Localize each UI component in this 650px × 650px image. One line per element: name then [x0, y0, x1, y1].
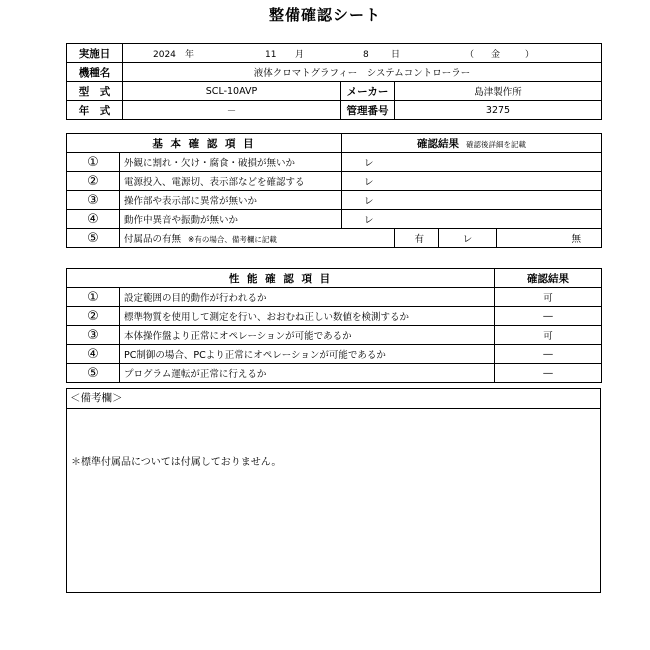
perf-header-row: [67, 269, 602, 288]
perf-row-result: 可: [495, 288, 602, 307]
type-label: 型 式: [67, 82, 123, 101]
date-row: [67, 44, 602, 63]
date-label: 実施日: [67, 44, 123, 63]
model-row: [67, 63, 602, 82]
basic-header-row: [67, 134, 602, 153]
date-day: 8: [363, 49, 369, 60]
mgmt-label: 管理番号: [341, 101, 395, 120]
maker-label: メーカー: [341, 82, 395, 101]
date-month-unit: 月: [295, 49, 305, 60]
perf-row-num: ①: [67, 288, 120, 307]
basic-row-note: ※有の場合、備考欄に記載: [188, 235, 277, 244]
mgmt-value: 3275: [395, 101, 602, 120]
perf-row-num: ④: [67, 345, 120, 364]
type-row: [67, 82, 602, 101]
date-month: 11: [265, 49, 277, 60]
basic-check-table: [66, 133, 602, 248]
perf-row-text: 本体操作盤より正常にオペレーションが可能であるか: [120, 326, 495, 345]
basic-header-result-note: 確認後詳細を記載: [466, 139, 527, 149]
year-row: [67, 101, 602, 120]
perf-row-text: プログラム運転が正常に行えるか: [120, 364, 495, 383]
notes-text: ＊標準付属品については付属しておりません。: [71, 457, 282, 468]
model-name-value: 液体クロマトグラフィー システムコントローラー: [123, 63, 602, 82]
basic-row-text: 動作中異音や振動が無いか: [120, 210, 342, 229]
perf-row-result: ―: [495, 345, 602, 364]
basic-row: [67, 210, 602, 229]
perf-row-text: 設定範囲の目的動作が行われるか: [120, 288, 495, 307]
basic-row-text-cell: [120, 229, 395, 248]
perf-row-text: 標準物質を使用して測定を行い、おおむね正しい数値を検測するか: [120, 307, 495, 326]
basic-row-text: 外観に割れ・欠け・腐食・破損が無いか: [120, 153, 342, 172]
basic-row: [67, 191, 602, 210]
basic-header-item: 基 本 確 認 項 目: [67, 134, 342, 153]
basic-row-accessories: [67, 229, 602, 248]
date-weekday: 金: [491, 49, 501, 60]
basic-row-num: ④: [67, 210, 120, 229]
year-value: －: [123, 101, 341, 120]
perf-row: [67, 345, 602, 364]
basic-row-result: レ: [342, 210, 602, 229]
perf-row-result: ―: [495, 364, 602, 383]
date-value: [123, 44, 602, 63]
accessories-mark: レ: [439, 229, 497, 248]
perf-row-result: 可: [495, 326, 602, 345]
basic-row-num: ⑤: [67, 229, 120, 248]
basic-header-result: 確認結果: [417, 137, 459, 150]
basic-row-text: 操作部や表示部に異常が無いか: [120, 191, 342, 210]
perf-header-item: 性 能 確 認 項 目: [67, 269, 495, 288]
page-title: 整備確認シート: [268, 6, 381, 24]
basic-row-text: 付属品の有無: [124, 234, 182, 245]
maker-value: 島津製作所: [395, 82, 602, 101]
basic-header-result-cell: [342, 134, 602, 153]
accessories-no: 無: [497, 229, 602, 248]
perf-header-result: 確認結果: [495, 269, 602, 288]
perf-row-num: ②: [67, 307, 120, 326]
notes-section: [66, 388, 601, 593]
basic-row: [67, 172, 602, 191]
basic-row-result: レ: [342, 153, 602, 172]
type-value: SCL-10AVP: [123, 82, 341, 101]
perf-row-text: PC制御の場合、PCより正常にオペレーションが可能であるか: [120, 345, 495, 364]
perf-row: [67, 326, 602, 345]
date-year-unit: 年: [185, 49, 195, 60]
notes-header: ＜備考欄＞: [67, 389, 600, 409]
perf-row: [67, 288, 602, 307]
basic-row: [67, 153, 602, 172]
weekday-close: ）: [525, 49, 535, 60]
perf-row: [67, 307, 602, 326]
year-label: 年 式: [67, 101, 123, 120]
basic-row-num: ②: [67, 172, 120, 191]
perf-row: [67, 364, 602, 383]
basic-row-result: レ: [342, 172, 602, 191]
date-year: 2024: [153, 49, 176, 60]
accessories-yes: 有: [395, 229, 439, 248]
performance-check-table: [66, 268, 602, 383]
info-table: [66, 43, 602, 120]
perf-row-num: ③: [67, 326, 120, 345]
perf-row-num: ⑤: [67, 364, 120, 383]
weekday-open: （: [465, 49, 475, 60]
basic-row-result: レ: [342, 191, 602, 210]
basic-row-num: ①: [67, 153, 120, 172]
perf-row-result: ―: [495, 307, 602, 326]
basic-row-text: 電源投入、電源切、表示部などを確認する: [120, 172, 342, 191]
basic-row-num: ③: [67, 191, 120, 210]
date-day-unit: 日: [391, 49, 401, 60]
model-name-label: 機種名: [67, 63, 123, 82]
